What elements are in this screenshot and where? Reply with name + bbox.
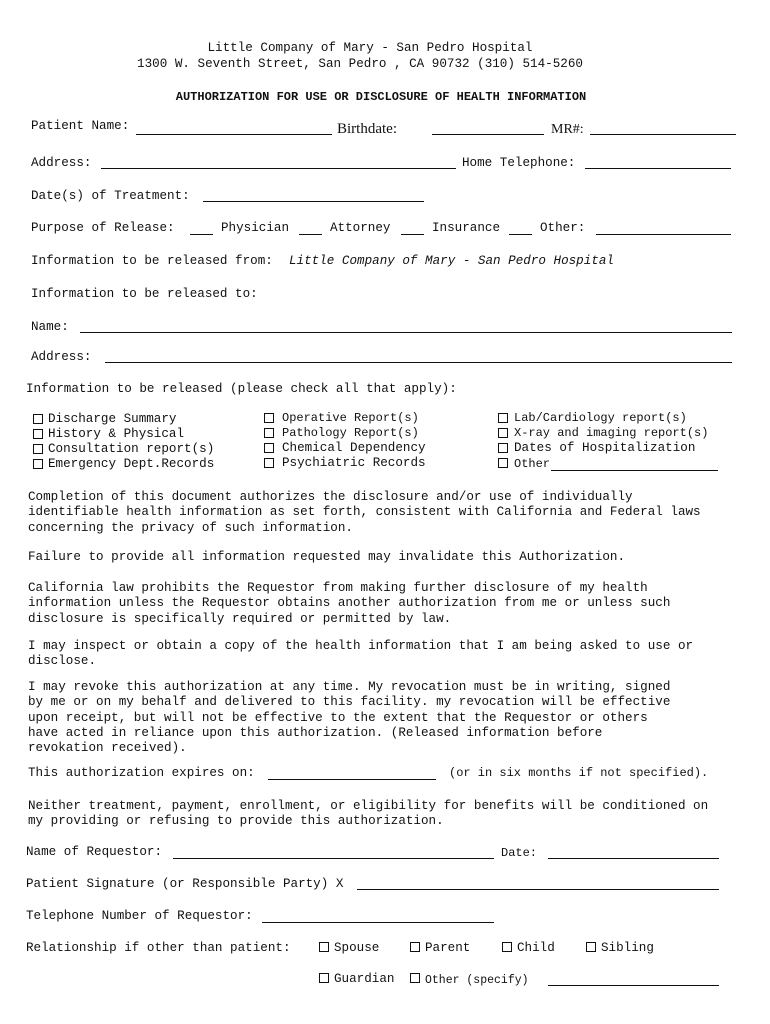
operative-report-label: Operative Report(s) bbox=[282, 411, 419, 425]
patient-signature-label: Patient Signature (or Responsible Party) X bbox=[26, 877, 344, 891]
dates-hospitalization-checkbox[interactable] bbox=[498, 443, 508, 453]
purpose-other-blank[interactable] bbox=[509, 234, 532, 235]
pathology-report-checkbox[interactable] bbox=[264, 428, 274, 438]
other-info-label: Other bbox=[514, 457, 551, 471]
spouse-label: Spouse bbox=[334, 941, 380, 955]
mr-field[interactable] bbox=[590, 134, 736, 135]
recipient-address-field[interactable] bbox=[105, 362, 732, 363]
purpose-physician-label: Physician bbox=[221, 221, 290, 235]
birthdate-label: Birthdate: bbox=[337, 121, 397, 137]
purpose-attorney-blank[interactable] bbox=[299, 234, 322, 235]
spouse-checkbox[interactable] bbox=[319, 942, 329, 952]
lab-cardiology-label: Lab/Cardiology report(s) bbox=[514, 411, 687, 425]
expires-note: (or in six months if not specified). bbox=[449, 766, 709, 780]
chemical-dependency-label: Chemical Dependency bbox=[282, 441, 426, 455]
psychiatric-records-checkbox[interactable] bbox=[264, 458, 274, 468]
expires-label: This authorization expires on: bbox=[28, 766, 255, 780]
released-from-label: Information to be released from: bbox=[31, 254, 273, 268]
address-field[interactable] bbox=[101, 168, 456, 169]
xray-imaging-label: X-ray and imaging report(s) bbox=[514, 426, 709, 440]
form-title: AUTHORIZATION FOR USE OR DISCLOSURE OF HEALTH INFORMATION bbox=[175, 90, 587, 104]
recipient-address-label: Address: bbox=[31, 350, 92, 364]
other-info-field[interactable] bbox=[551, 470, 718, 471]
hospital-address: 1300 W. Seventh Street, San Pedro , CA 90732 (310) 514-5260 bbox=[137, 57, 583, 71]
purpose-other-field[interactable] bbox=[596, 234, 731, 235]
emergency-dept-checkbox[interactable] bbox=[33, 459, 43, 469]
patient-signature-field[interactable] bbox=[357, 889, 719, 890]
guardian-checkbox[interactable] bbox=[319, 973, 329, 983]
released-from-value: Little Company of Mary - San Pedro Hospital bbox=[289, 254, 614, 268]
chemical-dependency-checkbox[interactable] bbox=[264, 443, 274, 453]
purpose-insurance-label: Insurance bbox=[432, 221, 501, 235]
released-to-label: Information to be released to: bbox=[31, 287, 258, 301]
date-label: Date: bbox=[501, 846, 538, 860]
purpose-other-label: Other: bbox=[540, 221, 586, 235]
telephone-requestor-label: Telephone Number of Requestor: bbox=[26, 909, 253, 923]
sibling-checkbox[interactable] bbox=[586, 942, 596, 952]
parent-label: Parent bbox=[425, 941, 471, 955]
paragraph-california-law: California law prohibits the Requestor from making further disclosure of my health information unless the Requestor obtains another authorization from me or unless such disclosure is specifically required or permitted by law. bbox=[28, 581, 671, 626]
lab-cardiology-checkbox[interactable] bbox=[498, 413, 508, 423]
recipient-name-label: Name: bbox=[31, 320, 69, 334]
pathology-report-label: Pathology Report(s) bbox=[282, 426, 419, 440]
other-specify-field[interactable] bbox=[548, 985, 719, 986]
parent-checkbox[interactable] bbox=[410, 942, 420, 952]
purpose-attorney-label: Attorney bbox=[330, 221, 391, 235]
telephone-requestor-field[interactable] bbox=[262, 922, 494, 923]
mr-label: MR#: bbox=[551, 122, 584, 137]
relationship-label: Relationship if other than patient: bbox=[26, 941, 291, 955]
paragraph-neither: Neither treatment, payment, enrollment, or eligibility for benefits will be conditioned on my providing or refusing to provide this authorization. bbox=[28, 799, 709, 829]
other-specify-label: Other (specify) bbox=[425, 974, 529, 987]
dates-of-treatment-field[interactable] bbox=[203, 201, 424, 202]
paragraph-failure: Failure to provide all information requested may invalidate this Authorization. bbox=[28, 550, 626, 564]
home-telephone-field[interactable] bbox=[585, 168, 731, 169]
address-label: Address: bbox=[31, 156, 92, 170]
purpose-label: Purpose of Release: bbox=[31, 221, 175, 235]
xray-imaging-checkbox[interactable] bbox=[498, 428, 508, 438]
emergency-dept-label: Emergency Dept.Records bbox=[48, 457, 215, 471]
discharge-summary-label: Discharge Summary bbox=[48, 412, 177, 426]
child-checkbox[interactable] bbox=[502, 942, 512, 952]
home-telephone-label: Home Telephone: bbox=[462, 156, 576, 170]
dates-of-treatment-label: Date(s) of Treatment: bbox=[31, 189, 190, 203]
purpose-physician-blank[interactable] bbox=[190, 234, 213, 235]
patient-name-label: Patient Name: bbox=[31, 119, 130, 133]
history-physical-checkbox[interactable] bbox=[33, 429, 43, 439]
paragraph-inspect: I may inspect or obtain a copy of the health information that I am being asked to use or disclose. bbox=[28, 639, 694, 669]
consultation-report-label: Consultation report(s) bbox=[48, 442, 215, 456]
child-label: Child bbox=[517, 941, 555, 955]
history-physical-label: History & Physical bbox=[48, 427, 185, 441]
sibling-label: Sibling bbox=[601, 941, 654, 955]
recipient-name-field[interactable] bbox=[80, 332, 732, 333]
purpose-insurance-blank[interactable] bbox=[401, 234, 424, 235]
hospital-name: Little Company of Mary - San Pedro Hospital bbox=[207, 41, 533, 55]
consultation-report-checkbox[interactable] bbox=[33, 444, 43, 454]
discharge-summary-checkbox[interactable] bbox=[33, 414, 43, 424]
info-released-heading: Information to be released (please check all that apply): bbox=[26, 382, 457, 396]
other-specify-checkbox[interactable] bbox=[410, 973, 420, 983]
birthdate-field[interactable] bbox=[432, 134, 544, 135]
operative-report-checkbox[interactable] bbox=[264, 413, 274, 423]
other-info-checkbox[interactable] bbox=[498, 458, 508, 468]
paragraph-authorization: Completion of this document authorizes the disclosure and/or use of individually identifiable health information as set forth, consistent with California and Federal laws concerning the privacy of such information. bbox=[28, 490, 701, 535]
patient-name-field[interactable] bbox=[136, 134, 332, 135]
requestor-name-field[interactable] bbox=[173, 858, 494, 859]
guardian-label: Guardian bbox=[334, 972, 395, 986]
psychiatric-records-label: Psychiatric Records bbox=[282, 456, 426, 470]
expires-field[interactable] bbox=[268, 779, 436, 780]
date-field[interactable] bbox=[548, 858, 719, 859]
paragraph-revoke: I may revoke this authorization at any time. My revocation must be in writing, signed by me or on my behalf and delivered to this facility. my revocation will be effective upon receipt, but will not be effective to the extent that the Requestor or others have acted in reliance upon this authorization. (Released information before revokation received). bbox=[28, 680, 671, 756]
requestor-name-label: Name of Requestor: bbox=[26, 845, 163, 859]
dates-hospitalization-label: Dates of Hospitalization bbox=[514, 441, 696, 455]
